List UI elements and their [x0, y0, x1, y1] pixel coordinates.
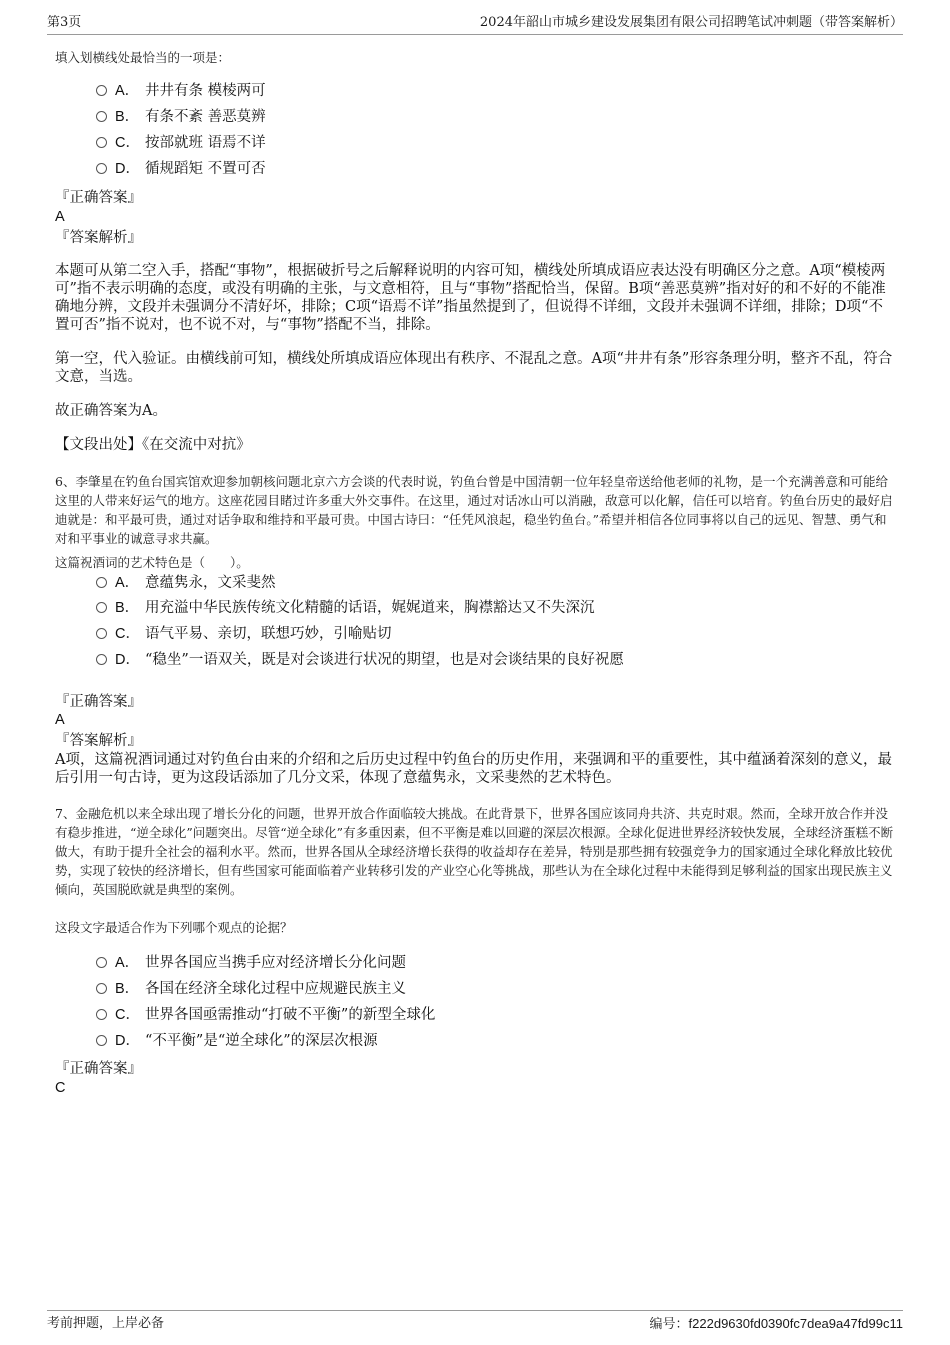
document-title: 2024年韶山市城乡建设发展集团有限公司招聘笔试冲刺题（带答案解析）: [479, 15, 903, 30]
radio-icon[interactable]: [96, 577, 107, 588]
option-key: C．: [115, 626, 140, 642]
option-key: B．: [115, 109, 140, 125]
radio-icon[interactable]: [96, 111, 107, 122]
option-text: 井井有条 模棱两可: [145, 83, 266, 99]
q5-analysis-label: 『答案解析』: [55, 230, 142, 246]
option-text: 按部就班 语焉不详: [145, 135, 266, 151]
q6-analysis: A项，这篇祝酒词通过对钓鱼台由来的介绍和之后历史过程中钓鱼台的历史作用，来强调和平的重要性，其中蕴涵着深刻的意义，最后引用一句古诗，更为这段话添加了几分文采，体现了意蕴隽永，文采斐然的艺术特色。: [55, 752, 892, 786]
option-key: A．: [115, 955, 140, 971]
radio-icon[interactable]: [96, 137, 107, 148]
radio-icon[interactable]: [96, 602, 107, 613]
radio-icon[interactable]: [96, 957, 107, 968]
radio-icon[interactable]: [96, 85, 107, 96]
q6-option-d[interactable]: [96, 649, 624, 671]
option-key: A．: [115, 83, 140, 99]
radio-icon[interactable]: [96, 654, 107, 665]
page-footer: [47, 1310, 903, 1333]
option-key: C．: [115, 1007, 140, 1023]
q5-answer: A: [55, 209, 65, 225]
option-text: 有条不紊 善恶莫辨: [145, 109, 266, 125]
q6-answer: A: [55, 712, 65, 728]
q6-option-c[interactable]: [96, 623, 392, 645]
q7-option-d[interactable]: [96, 1030, 378, 1052]
q7-option-b[interactable]: [96, 978, 406, 1000]
radio-icon[interactable]: [96, 1009, 107, 1020]
q5-option-b[interactable]: [96, 106, 266, 128]
radio-icon[interactable]: [96, 983, 107, 994]
q5-analysis-paragraph-3: 故正确答案为A。: [55, 403, 167, 419]
option-text: “不平衡”是“逆全球化”的深层次根源: [145, 1033, 378, 1049]
q7-answer: C: [55, 1080, 66, 1096]
document-id: 编号：f222d9630fd0390fc7dea9a47fd99c11: [649, 1316, 903, 1331]
option-text: 用充溢中华民族传统文化精髓的话语，娓娓道来，胸襟豁达又不失深沉: [145, 600, 595, 616]
q6-answer-label: 『正确答案』: [55, 694, 142, 710]
page-number: 第3页: [47, 15, 82, 30]
q6-stem: 6、李肇星在钓鱼台国宾馆欢迎参加朝核问题北京六方会谈的代表时说，钓鱼台曾是中国清朝一位年轻皇帝送给他老师的礼物，是一个充满善意和可能给这里的人带来好运气的地方。这座花园目睹过许多重大外交事件。在这里，通过对话冰山可以消融，敌意可以化解，信任可以培育。钓鱼台历史的最好启迪就是：和平最可贵，通过对话争取和维持和平最可贵。中国古诗曰：“任凭风浪起，稳坐钓鱼台。”希望并相信各位同事将以自己的远见、智慧、勇气和对和平事业的诚意寻求共赢。: [55, 474, 893, 546]
footer-slogan: 考前押题，上岸必备: [47, 1316, 165, 1331]
q5-prompt: 填入划横线处最恰当的一项是：: [55, 50, 231, 65]
page-header: [47, 14, 903, 35]
q7-option-a[interactable]: [96, 952, 406, 974]
radio-icon[interactable]: [96, 163, 107, 174]
option-key: A．: [115, 575, 140, 591]
option-key: D．: [115, 652, 140, 668]
option-key: C．: [115, 135, 140, 151]
q5-option-d[interactable]: [96, 158, 266, 180]
option-text: 语气平易、亲切，联想巧妙，引喻贴切: [145, 626, 392, 642]
q5-answer-label: 『正确答案』: [55, 190, 142, 206]
option-key: D．: [115, 161, 140, 177]
option-key: B．: [115, 600, 140, 616]
option-key: B．: [115, 981, 140, 997]
q6-analysis-label: 『答案解析』: [55, 733, 142, 749]
q5-option-a[interactable]: [96, 80, 266, 102]
q7-prompt: 这段文字最适合作为下列哪个观点的论据？: [55, 920, 293, 935]
q7-stem: 7、金融危机以来全球出现了增长分化的问题，世界开放合作面临较大挑战。在此背景下，世界各国应该同舟共济、共克时艰。然而，全球开放合作并没有稳步推进，“逆全球化”问题突出。尽管“逆全球化”有多重因素，但不平衡是难以回避的深层次根源。全球化促进世界经济较快发展，全球经济蛋糕不断做大，有助于提升全社会的福利水平。然而，世界各国从全球经济增长获得的收益却存在差异，特别是那些拥有较强竞争力的国家通过全球化释放比较优势，实现了较快的经济增长，但有些国家可能面临着产业转移引发的产业空心化等挑战，那些认为在全球化过程中未能得到足够利益的国家出现民族主义倾向，英国脱欧就是典型的案例。: [55, 806, 894, 897]
option-text: 世界各国亟需推动“打破不平衡”的新型全球化: [145, 1007, 436, 1023]
option-text: “稳坐”一语双关，既是对会谈进行状况的期望，也是对会谈结果的良好祝愿: [145, 652, 624, 668]
q7-answer-label: 『正确答案』: [55, 1061, 142, 1077]
option-text: 循规蹈矩 不置可否: [145, 161, 266, 177]
q5-option-c[interactable]: [96, 132, 266, 154]
radio-icon[interactable]: [96, 628, 107, 639]
q6-option-b[interactable]: [96, 597, 595, 619]
q6-option-a[interactable]: [96, 572, 276, 594]
q5-analysis-paragraph-2: 第一空，代入验证。由横线前可知，横线处所填成语应体现出有秩序、不混乱之意。A项“井井有条”形容条理分明，整齐不乱，符合文意，当选。: [55, 351, 893, 385]
radio-icon[interactable]: [96, 1035, 107, 1046]
option-text: 意蕴隽永，文采斐然: [145, 575, 276, 591]
option-key: D．: [115, 1033, 140, 1049]
q5-analysis-paragraph-1: 本题可从第二空入手，搭配“事物”，根据破折号之后解释说明的内容可知，横线处所填成语应表达没有明确区分之意。A项“模棱两可”指不表示明确的态度，或没有明确的主张，与文意相符，且与“事物”搭配恰当，保留。B项“善恶莫辨”指对好的和不好的不能准确地分辨，文段并未强调分不清好坏，排除；C项“语焉不详”指虽然提到了，但说得不详细，文段并未强调不详细，排除；D项“不置可否”指不说对，也不说不对，与“事物”搭配不当，排除。: [55, 263, 886, 333]
q7-option-c[interactable]: [96, 1004, 435, 1026]
option-text: 各国在经济全球化过程中应规避民族主义: [145, 981, 406, 997]
option-text: 世界各国应当携手应对经济增长分化问题: [145, 955, 406, 971]
q5-source: 【文段出处】《在交流中对抗》: [55, 437, 251, 453]
q6-prompt: 这篇祝酒词的艺术特色是（ ）。: [55, 555, 249, 570]
